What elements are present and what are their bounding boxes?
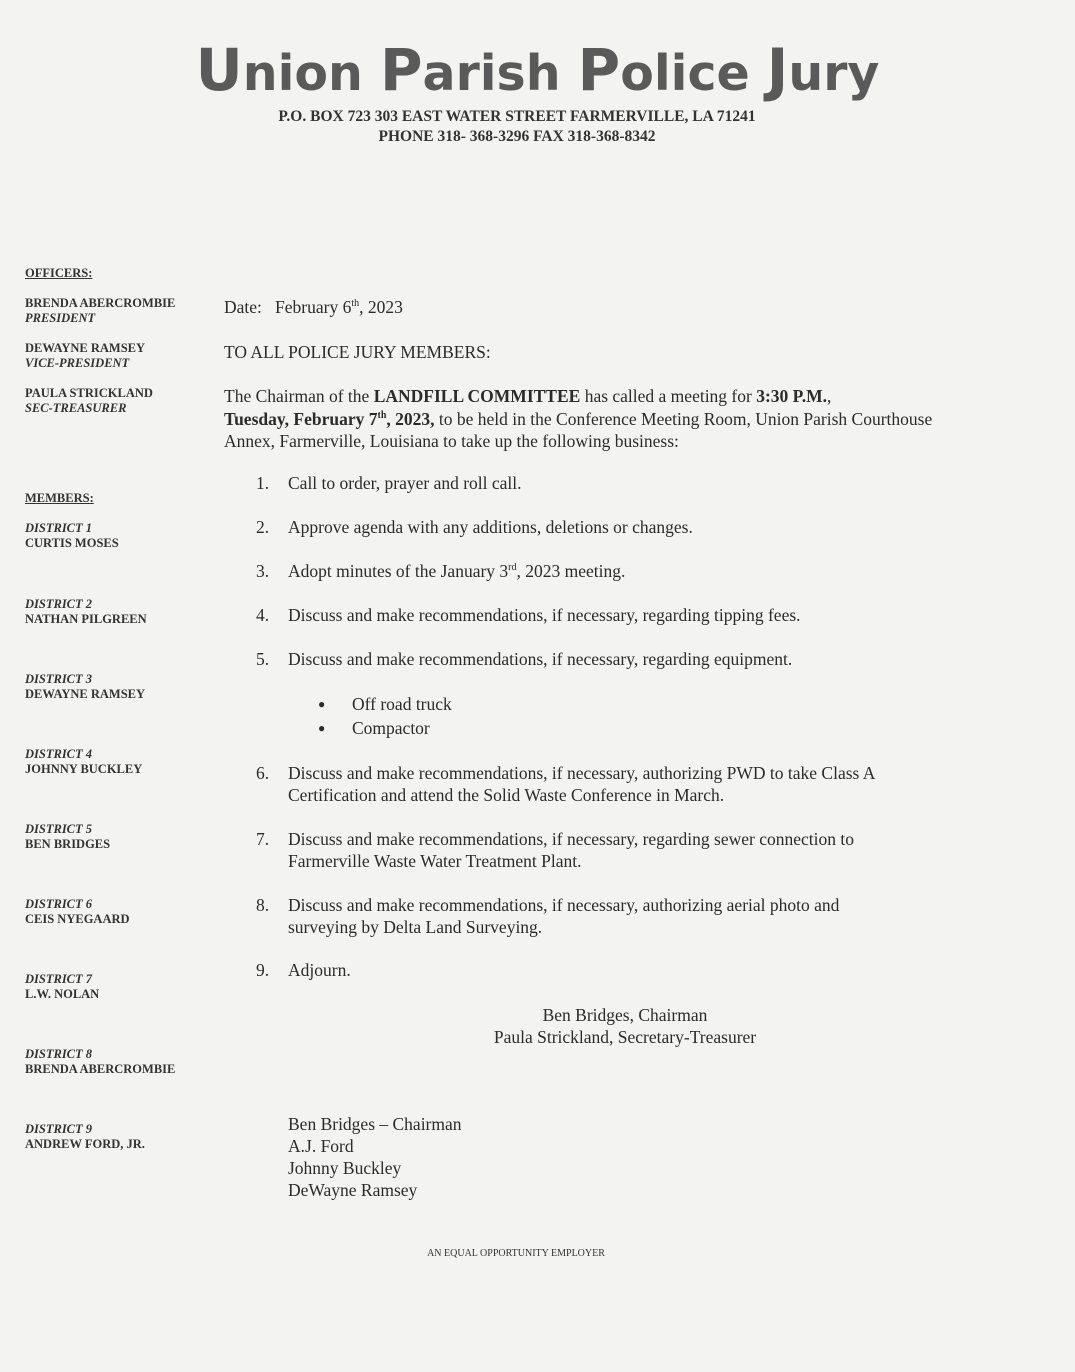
officer-entry: DEWAYNE RAMSEY VICE-PRESIDENT	[25, 341, 146, 370]
officers-heading: OFFICERS:	[25, 266, 93, 280]
officer-entry: PAULA STRICKLAND SEC-TREASURER	[25, 386, 153, 415]
agenda-item: Call to order, prayer and roll call.	[288, 473, 522, 493]
agenda-item: Discuss and make recommendations, if necessary, regarding tipping fees.	[288, 605, 801, 625]
agenda-number: 1.	[256, 473, 270, 493]
agenda-item: Discuss and make recommendations, if necessary, authorizing aerial photo and surveying by Delta Land Surveying.	[288, 895, 840, 937]
equipment-bullet: Off road truck	[352, 694, 452, 714]
committee-member: Johnny Buckley	[288, 1158, 402, 1178]
member-entry: DISTRICT 1 CURTIS MOSES	[25, 521, 119, 550]
agenda-number: 4.	[256, 605, 270, 625]
letterhead-title: Union Parish Police Jury	[195, 36, 880, 104]
member-entry: DISTRICT 8 BRENDA ABERCROMBIE	[25, 1047, 176, 1076]
agenda-item: Discuss and make recommendations, if necessary, authorizing PWD to take Class A Certification and attend the Solid Waste Conference in March.	[288, 763, 876, 805]
meeting-notice: The Chairman of the LANDFILL COMMITTEE has called a meeting for 3:30 P.M., Tuesday, February 7th, 2023, to be held in the Conference Meeting Room, Union Parish Courthouse Annex, Farmerville, Louisiana to take up the following business:	[224, 386, 933, 451]
agenda-item: Approve agenda with any additions, deletions or changes.	[288, 517, 693, 537]
agenda-number: 3.	[256, 561, 270, 581]
agenda-number: 2.	[256, 517, 270, 537]
agenda-item: Adjourn.	[288, 960, 351, 980]
agenda-number: 5.	[256, 649, 270, 669]
bullet-icon: ●	[318, 697, 326, 711]
committee-member: Ben Bridges – Chairman	[288, 1114, 462, 1134]
member-entry: DISTRICT 6 CEIS NYEGAARD	[25, 897, 130, 926]
member-entry: DISTRICT 3 DEWAYNE RAMSEY	[25, 672, 146, 701]
member-entry: DISTRICT 4 JOHNNY BUCKLEY	[25, 747, 143, 776]
member-entry: DISTRICT 5 BEN BRIDGES	[25, 822, 111, 851]
agenda-item: Adopt minutes of the January 3rd, 2023 meeting.	[288, 561, 626, 581]
agenda-number: 6.	[256, 763, 270, 783]
committee-member: DeWayne Ramsey	[288, 1180, 418, 1200]
signature-secretary: Paula Strickland, Secretary-Treasurer	[493, 1027, 757, 1047]
agenda-item: Discuss and make recommendations, if necessary, regarding sewer connection to Farmerville Waste Water Treatment Plant.	[288, 829, 854, 871]
committee-member: A.J. Ford	[288, 1136, 354, 1156]
agenda-number: 8.	[256, 895, 270, 915]
footer-eoe: AN EQUAL OPPORTUNITY EMPLOYER	[427, 1248, 605, 1259]
agenda-number: 9.	[256, 960, 270, 980]
agenda-item: Discuss and make recommendations, if necessary, regarding equipment.	[288, 649, 793, 669]
salutation: TO ALL POLICE JURY MEMBERS:	[224, 342, 491, 362]
letterhead-phone: PHONE 318- 368-3296 FAX 318-368-8342	[378, 128, 656, 145]
members-heading: MEMBERS:	[25, 491, 94, 505]
member-entry: DISTRICT 7 L.W. NOLAN	[25, 972, 100, 1001]
date-line: Date: February 6th, 2023	[224, 297, 403, 317]
signature-chairman: Ben Bridges, Chairman	[542, 1005, 708, 1025]
agenda-number: 7.	[256, 829, 270, 849]
officer-entry: BRENDA ABERCROMBIE PRESIDENT	[25, 296, 176, 325]
bullet-icon: ●	[318, 721, 326, 735]
letterhead-address: P.O. BOX 723 303 EAST WATER STREET FARMERVILLE, LA 71241	[278, 108, 756, 125]
member-entry: DISTRICT 2 NATHAN PILGREEN	[25, 597, 147, 626]
member-entry: DISTRICT 9 ANDREW FORD, JR.	[25, 1122, 145, 1151]
equipment-bullet: Compactor	[352, 718, 430, 738]
